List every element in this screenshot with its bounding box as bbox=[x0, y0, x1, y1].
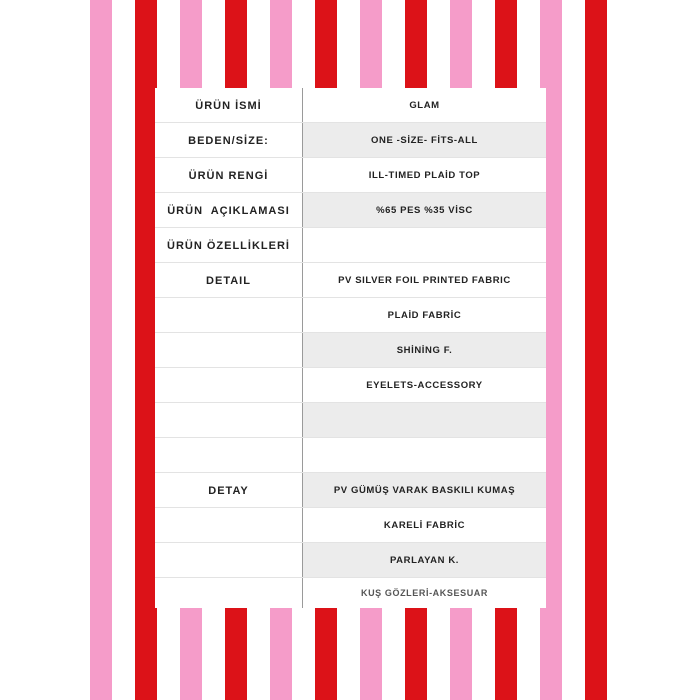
table-row bbox=[155, 193, 546, 228]
row-value: EYELETS-ACCESSORY bbox=[366, 380, 483, 391]
table-row bbox=[155, 158, 546, 193]
table-row bbox=[155, 228, 546, 263]
row-label bbox=[155, 578, 303, 608]
table-row bbox=[155, 263, 546, 298]
product-spec-table bbox=[155, 88, 546, 608]
table-row bbox=[155, 333, 546, 368]
table-row bbox=[155, 508, 546, 543]
row-label bbox=[155, 438, 303, 473]
row-value: PV GÜMÜŞ VARAK BASKILI KUMAŞ bbox=[303, 473, 546, 508]
table-row bbox=[155, 543, 546, 578]
row-value: %65 PES %35 VİSC bbox=[303, 193, 546, 228]
table-row bbox=[155, 473, 546, 508]
row-value: SHİNİNG F. bbox=[303, 333, 546, 368]
row-label: ÜRÜN AÇIKLAMASI bbox=[155, 193, 303, 228]
row-label bbox=[155, 333, 303, 368]
row-value: GLAM bbox=[409, 100, 440, 111]
row-value: KARELİ FABRİC bbox=[383, 520, 466, 531]
row-label: ÜRÜN RENGİ bbox=[155, 158, 303, 193]
table-row bbox=[155, 578, 546, 608]
row-value bbox=[303, 228, 546, 263]
row-label bbox=[155, 543, 303, 578]
row-value: PLAİD FABRİC bbox=[387, 310, 462, 321]
table-row bbox=[155, 123, 546, 158]
row-value: PARLAYAN K. bbox=[303, 543, 546, 578]
row-value: PV SILVER FOIL PRINTED FABRIC bbox=[338, 275, 511, 286]
red-stripe bbox=[135, 0, 157, 700]
table-row bbox=[155, 403, 546, 438]
row-label bbox=[155, 508, 303, 543]
row-label bbox=[155, 298, 303, 333]
table-row bbox=[155, 88, 546, 123]
row-label: BEDEN/SİZE: bbox=[155, 123, 303, 158]
row-value bbox=[303, 438, 546, 473]
row-label bbox=[155, 368, 303, 403]
table-row bbox=[155, 368, 546, 403]
table-row bbox=[155, 298, 546, 333]
row-label: ÜRÜN İSMİ bbox=[155, 88, 303, 123]
row-label: DETAIL bbox=[155, 263, 303, 298]
row-value: ILL-TIMED PLAİD TOP bbox=[368, 170, 481, 181]
row-label: DETAY bbox=[155, 473, 303, 508]
pink-stripe bbox=[90, 0, 112, 700]
row-label bbox=[155, 403, 303, 438]
row-value: KUŞ GÖZLERİ-AKSESUAR bbox=[360, 588, 488, 598]
table-row bbox=[155, 438, 546, 473]
row-value bbox=[303, 403, 546, 438]
row-label: ÜRÜN ÖZELLİKLERİ bbox=[155, 228, 303, 263]
red-stripe bbox=[585, 0, 607, 700]
row-value: ONE -SİZE- FİTS-ALL bbox=[303, 123, 546, 158]
